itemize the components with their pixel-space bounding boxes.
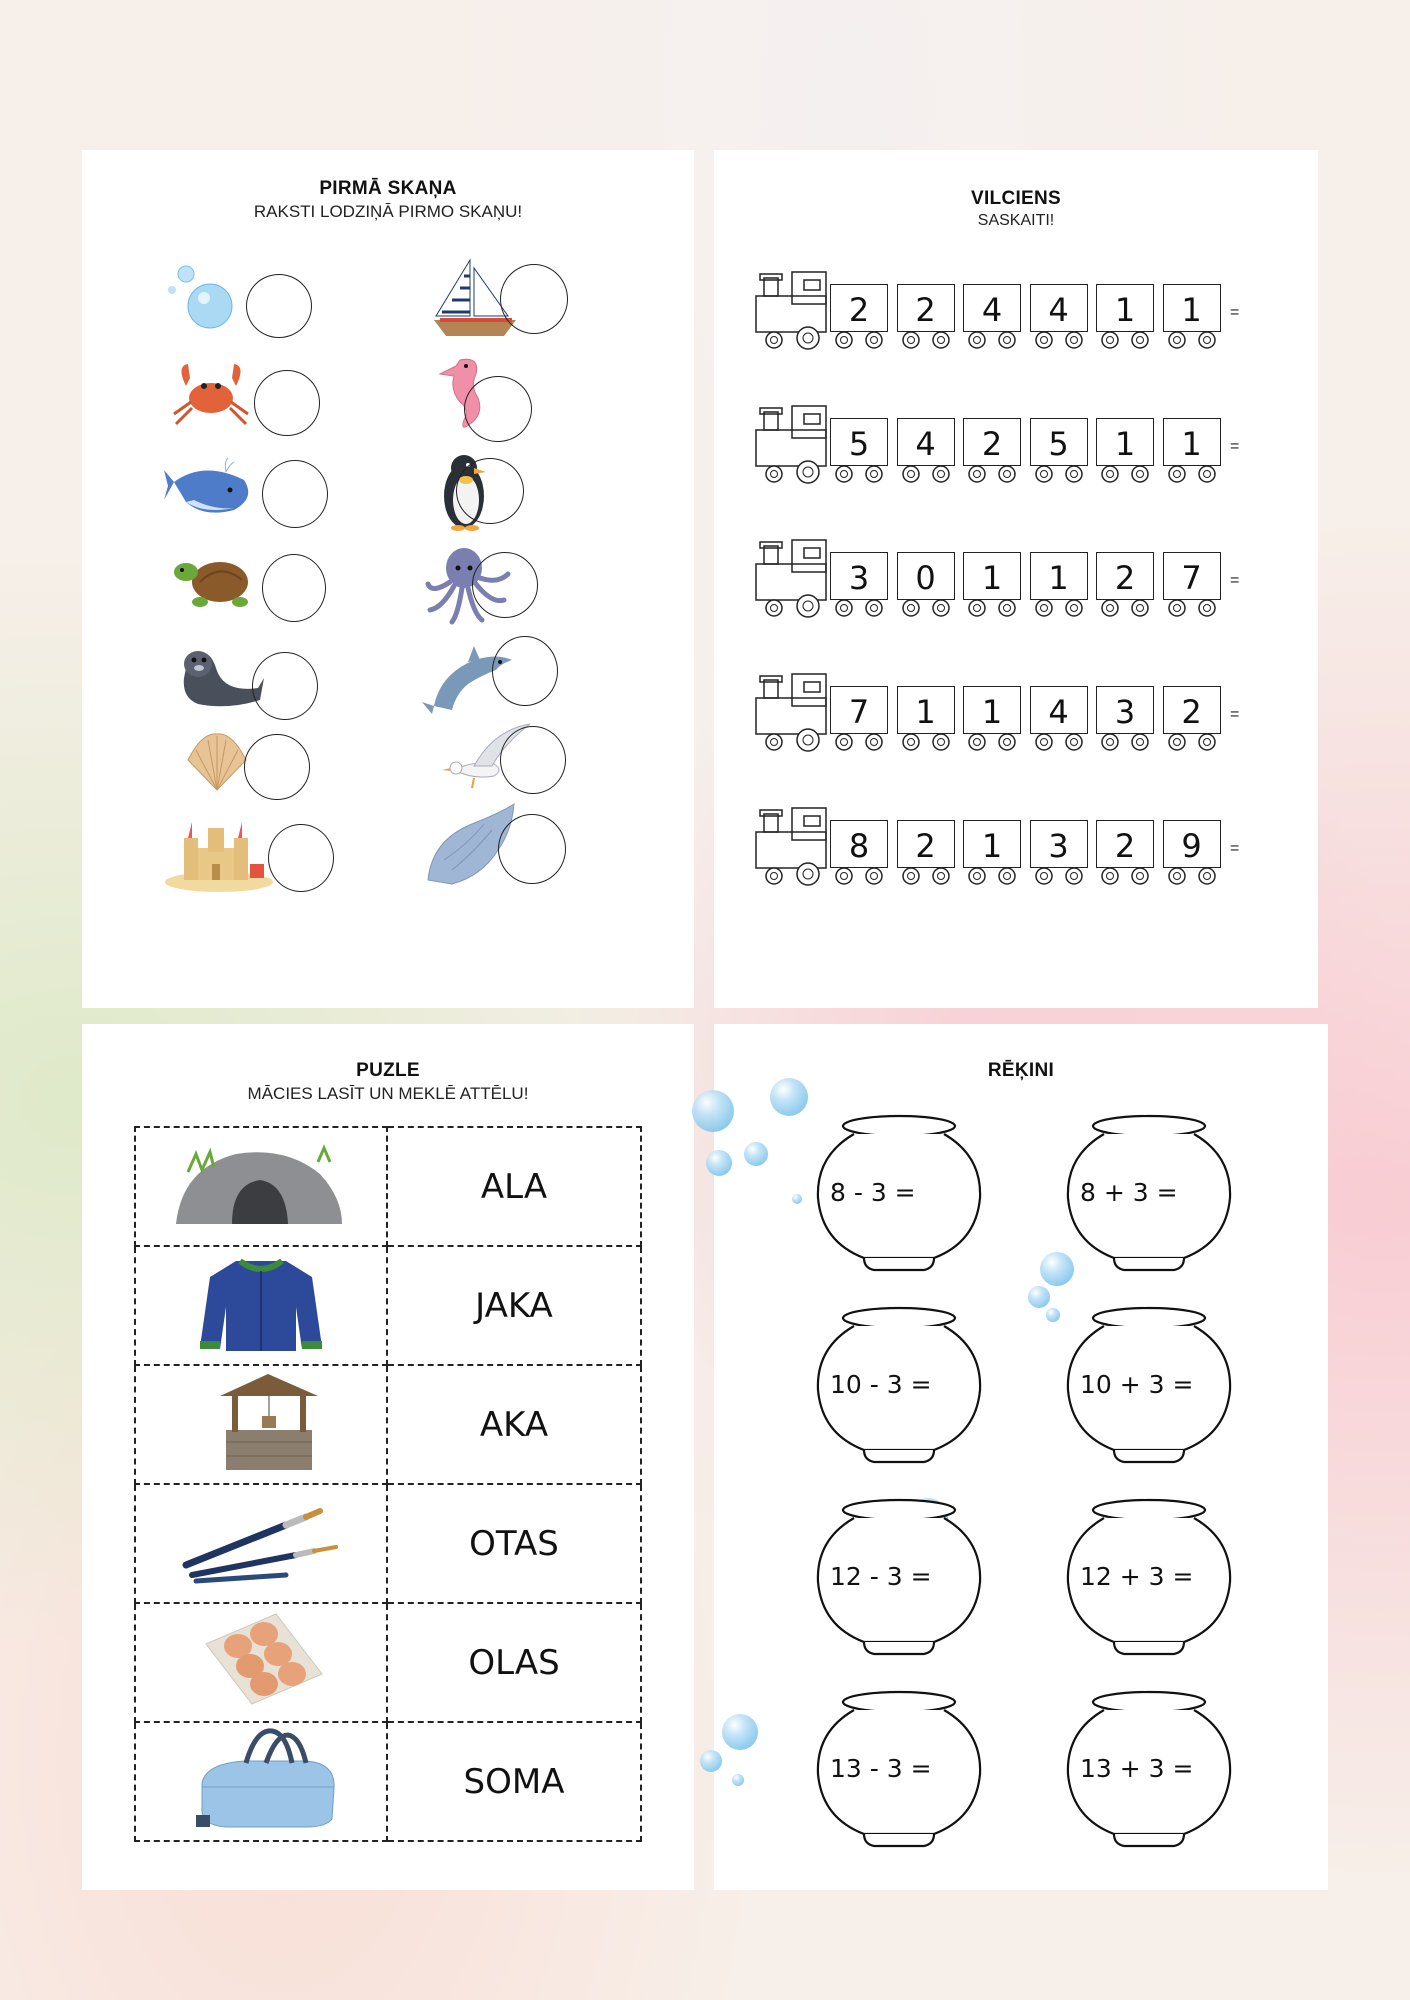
train-car	[1030, 418, 1088, 466]
first-sound-worksheet	[82, 150, 694, 1008]
puzzle-image-cell[interactable]	[135, 1603, 387, 1722]
puzzle-image-cell[interactable]	[135, 1127, 387, 1246]
puzzle-row	[135, 1365, 641, 1484]
puzzle-image-cell[interactable]	[135, 1484, 387, 1603]
puzzle-image-cell[interactable]	[135, 1722, 387, 1841]
bubble-icon	[792, 1194, 802, 1204]
train-car	[897, 418, 955, 466]
brushes-icon	[136, 1485, 386, 1597]
wheels-icon	[897, 598, 957, 618]
train	[754, 670, 1274, 760]
wheels-icon	[1163, 732, 1223, 752]
bag-icon	[136, 1723, 386, 1835]
puzzle-worksheet	[82, 1024, 694, 1890]
train-car	[1096, 820, 1154, 868]
train-car-number: 1	[1114, 291, 1136, 329]
train-car-number: 7	[1181, 559, 1202, 597]
puzzle-word: ALA	[387, 1127, 641, 1246]
train-car-number: 0	[915, 559, 936, 597]
puzzle-word: OTAS	[387, 1484, 641, 1603]
equals-sign: =	[1230, 304, 1240, 321]
train-car-number: 1	[1181, 291, 1202, 329]
train-car-number: 2	[1114, 559, 1136, 597]
bubble-icon	[1046, 1308, 1060, 1322]
answer-box[interactable]	[492, 636, 558, 706]
train-car	[1030, 552, 1088, 600]
math-problem: 12 + 3 =	[1080, 1562, 1194, 1591]
math-problem: 8 - 3 =	[830, 1178, 916, 1207]
train-car-number: 1	[1181, 425, 1202, 463]
puzzle-row	[135, 1246, 641, 1365]
wheels-icon	[830, 464, 890, 484]
fishbowl[interactable]	[1064, 1688, 1234, 1848]
answer-box[interactable]	[498, 814, 566, 884]
train-car-number: 3	[1114, 693, 1136, 731]
bubble-icon	[1028, 1286, 1050, 1308]
answer-box[interactable]	[252, 652, 318, 720]
train-car	[830, 686, 888, 734]
train-car-number: 4	[1048, 693, 1069, 731]
train	[754, 268, 1274, 358]
train-car	[897, 552, 955, 600]
train-title: VILCIENS	[970, 188, 1062, 209]
bubbles-icon	[166, 260, 246, 335]
train-car-number: 1	[915, 693, 936, 731]
train-car	[1096, 418, 1154, 466]
jacket-icon	[136, 1247, 386, 1359]
wheels-icon	[830, 598, 890, 618]
puzzle-row	[135, 1722, 641, 1841]
train-car	[963, 820, 1021, 868]
train-car	[963, 418, 1021, 466]
train-car	[830, 284, 888, 332]
train-car-number: 5	[848, 425, 870, 463]
puzzle-word: AKA	[387, 1365, 641, 1484]
answer-box[interactable]	[268, 824, 334, 892]
fishbowl[interactable]	[1064, 1304, 1234, 1464]
wheels-icon	[830, 330, 890, 350]
wheels-icon	[830, 866, 890, 886]
train-car-number: 3	[1048, 827, 1069, 865]
puzzle-table	[134, 1126, 642, 1842]
bubble-icon	[692, 1090, 734, 1132]
fishbowl[interactable]	[814, 1304, 984, 1464]
equals-sign: =	[1230, 840, 1240, 857]
train-car	[1163, 418, 1221, 466]
train-car-number: 8	[848, 827, 870, 865]
math-problem: 10 + 3 =	[1080, 1370, 1194, 1399]
math-problem: 8 + 3 =	[1080, 1178, 1178, 1207]
wheels-icon	[1030, 330, 1090, 350]
train-car-number: 2	[848, 291, 870, 329]
puzzle-row	[135, 1603, 641, 1722]
answer-box[interactable]	[262, 460, 328, 528]
well-icon	[136, 1366, 386, 1478]
wheels-icon	[1096, 464, 1156, 484]
train-car-number: 4	[915, 425, 936, 463]
math-worksheet	[714, 1024, 1328, 1890]
wheels-icon	[963, 732, 1023, 752]
train-car	[1163, 284, 1221, 332]
answer-box[interactable]	[456, 458, 524, 524]
equals-sign: =	[1230, 706, 1240, 723]
answer-box[interactable]	[472, 552, 538, 618]
train-car	[897, 820, 955, 868]
first-sound-subtitle: RAKSTI LODZIŅĀ PIRMO SKAŅU!	[253, 202, 523, 221]
answer-box[interactable]	[246, 274, 312, 338]
wheels-icon	[1030, 866, 1090, 886]
bubble-icon	[700, 1750, 722, 1772]
math-problem: 13 - 3 =	[830, 1754, 932, 1783]
wheels-icon	[1163, 598, 1223, 618]
math-problem: 12 - 3 =	[830, 1562, 932, 1591]
train-car	[1030, 686, 1088, 734]
turtle-icon	[170, 542, 260, 622]
train-subtitle: SASKAITI!	[977, 212, 1055, 229]
train	[754, 402, 1274, 492]
cave-icon	[136, 1128, 386, 1240]
train-car	[1096, 686, 1154, 734]
answer-box[interactable]	[262, 554, 326, 622]
train-car-number: 1	[981, 559, 1003, 597]
wheels-icon	[897, 866, 957, 886]
wheels-icon	[1163, 330, 1223, 350]
puzzle-word: SOMA	[387, 1722, 641, 1841]
math-title: RĒĶINI	[987, 1060, 1055, 1081]
wheels-icon	[1030, 598, 1090, 618]
train-car-number: 2	[981, 425, 1003, 463]
wheels-icon	[1096, 732, 1156, 752]
train-car	[1163, 820, 1221, 868]
train-car	[830, 820, 888, 868]
math-problem: 13 + 3 =	[1080, 1754, 1194, 1783]
puzzle-title: PUZLE	[356, 1060, 420, 1081]
bubble-icon	[706, 1150, 732, 1176]
bubble-icon	[732, 1774, 744, 1786]
shell-icon	[182, 730, 252, 801]
wheels-icon	[897, 330, 957, 350]
first-sound-title: PIRMĀ SKAŅA	[319, 178, 457, 199]
puzzle-word: OLAS	[387, 1603, 641, 1722]
sandcastle-icon	[164, 814, 284, 899]
train-car	[897, 284, 955, 332]
train-worksheet	[714, 150, 1318, 1008]
puzzle-word: JAKA	[387, 1246, 641, 1365]
train-car-number: 1	[981, 693, 1003, 731]
train-car-number: 2	[915, 827, 936, 865]
equals-sign: =	[1230, 572, 1240, 589]
math-problem: 10 - 3 =	[830, 1370, 932, 1399]
wheels-icon	[963, 598, 1023, 618]
train-car-number: 7	[848, 693, 870, 731]
train-car-number: 2	[1114, 827, 1136, 865]
puzzle-row	[135, 1127, 641, 1246]
train-car	[830, 418, 888, 466]
answer-box[interactable]	[500, 264, 568, 334]
wheels-icon	[830, 732, 890, 752]
train-car	[963, 686, 1021, 734]
puzzle-row	[135, 1484, 641, 1603]
wheels-icon	[1030, 732, 1090, 752]
bubble-icon	[744, 1142, 768, 1166]
train-car-number: 5	[1048, 425, 1069, 463]
whale-icon	[164, 452, 264, 527]
train-car	[1163, 686, 1221, 734]
train	[754, 804, 1274, 894]
train-car-number: 9	[1181, 827, 1202, 865]
wheels-icon	[897, 464, 957, 484]
bubble-icon	[770, 1078, 808, 1116]
puzzle-image-cell[interactable]	[135, 1246, 387, 1365]
train-car-number: 2	[915, 291, 936, 329]
crab-icon	[166, 356, 256, 441]
wheels-icon	[1096, 598, 1156, 618]
train-car-number: 1	[1048, 559, 1069, 597]
answer-box[interactable]	[464, 376, 532, 442]
wheels-icon	[1096, 866, 1156, 886]
bubble-icon	[722, 1714, 758, 1750]
wheels-icon	[1163, 464, 1223, 484]
train-car	[963, 284, 1021, 332]
wheels-icon	[1163, 866, 1223, 886]
wheels-icon	[1096, 330, 1156, 350]
wheels-icon	[1030, 464, 1090, 484]
fishbowl[interactable]	[1064, 1112, 1234, 1272]
train-car	[1096, 284, 1154, 332]
answer-box[interactable]	[500, 726, 566, 794]
train-car	[1163, 552, 1221, 600]
train-car-number: 4	[1048, 291, 1069, 329]
train-car-number: 2	[1181, 693, 1202, 731]
puzzle-image-cell[interactable]	[135, 1365, 387, 1484]
train-car	[830, 552, 888, 600]
train	[754, 536, 1274, 626]
train-car	[1096, 552, 1154, 600]
fishbowl[interactable]	[814, 1496, 984, 1656]
wheels-icon	[897, 732, 957, 752]
train-car	[897, 686, 955, 734]
answer-box[interactable]	[254, 370, 320, 436]
train-car-number: 4	[981, 291, 1003, 329]
train-car-number: 3	[848, 559, 870, 597]
train-car-number: 1	[1114, 425, 1136, 463]
train-car	[1030, 284, 1088, 332]
train-car-number: 1	[981, 827, 1003, 865]
fishbowl[interactable]	[1064, 1496, 1234, 1656]
eggs-icon	[136, 1604, 386, 1716]
wheels-icon	[963, 464, 1023, 484]
fishbowl[interactable]	[814, 1688, 984, 1848]
puzzle-subtitle: MĀCIES LASĪT UN MEKLĒ ATTĒLU!	[247, 1084, 529, 1103]
train-car	[1030, 820, 1088, 868]
wheels-icon	[963, 330, 1023, 350]
fishbowl[interactable]	[814, 1112, 984, 1272]
train-car	[963, 552, 1021, 600]
answer-box[interactable]	[244, 734, 310, 800]
equals-sign: =	[1230, 438, 1240, 455]
wheels-icon	[963, 866, 1023, 886]
